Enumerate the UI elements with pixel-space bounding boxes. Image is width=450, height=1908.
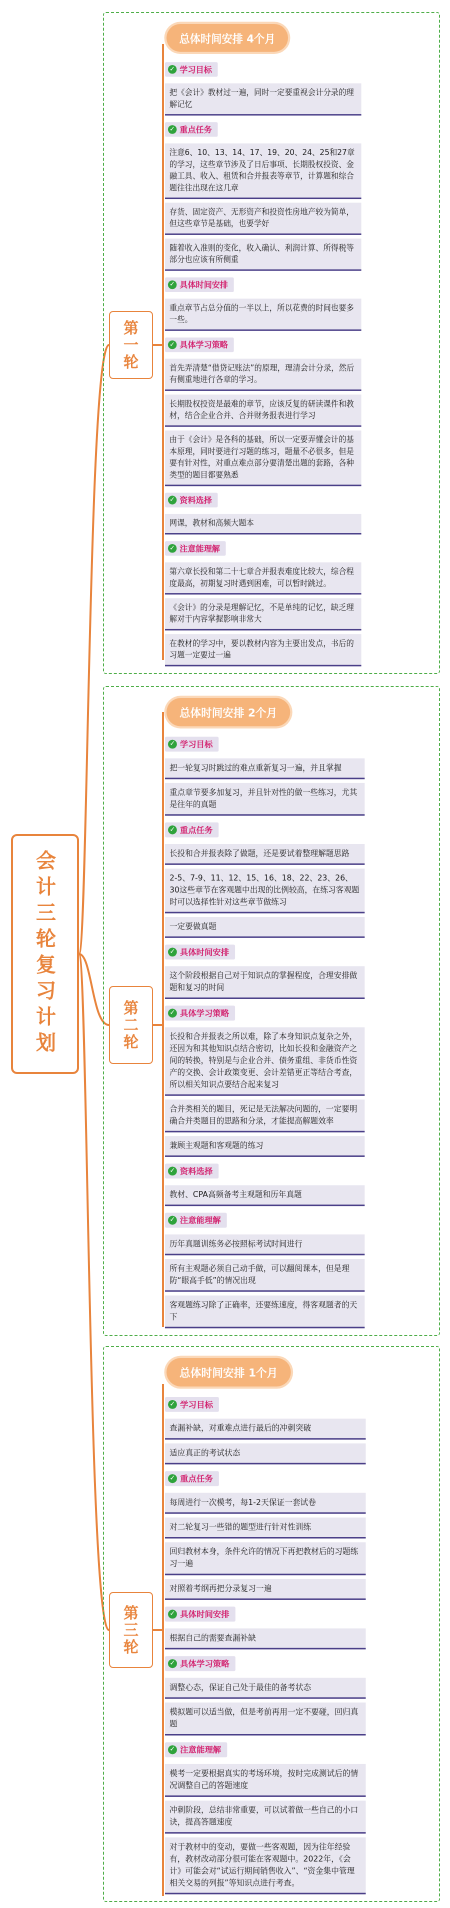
round-1-label: 第一轮 bbox=[121, 319, 140, 371]
check-circle-icon: ✓ bbox=[169, 544, 176, 552]
category-tag bbox=[165, 277, 234, 292]
category-tag bbox=[165, 1656, 235, 1671]
note-item: 在教材的学习中，要以教材内容为主要出发点，书后的习题一定要过一遍 bbox=[165, 634, 361, 666]
note-item: 首先弄清楚“借贷记账法”的原理，理清会计分录，然后有侧重地进行各章的学习。 bbox=[165, 359, 361, 391]
time-header: 总体时间安排 4个月 bbox=[166, 24, 288, 52]
category-tag-label: 学习目标 bbox=[179, 1399, 213, 1410]
note-item: 回归教材本身，条件允许的情况下再把教材后的习题练习一遍 bbox=[165, 1542, 366, 1575]
note-item: 长期股权投资是最难的章节，应该反复的研读课件和教材，结合企业合并、合并财务报表进行学习 bbox=[165, 395, 361, 427]
note-item: 由于《会计》是各科的基础，所以一定要弄懂会计的基本原理，同时要进行习题的练习，题量不必很多，但是要有针对性，对重点难点部分要清楚出题的套路，各种类型的题目都要熟悉 bbox=[165, 430, 361, 486]
note-item: 教材、CPA高频备考主观题和历年真题 bbox=[165, 1185, 365, 1206]
check-circle-icon: ✓ bbox=[169, 1745, 176, 1754]
category-tag bbox=[165, 1213, 227, 1228]
note-item: 注意6、10、13、14、17、19、20、24、25和27章的学习，这些章节涉及了日后事项、长期股权投资、金融工具、收入、租赁和合并报表等章节，计算题和综合题往往出现在这几章 bbox=[165, 143, 361, 199]
category-tag-label: 注意能理解 bbox=[179, 544, 220, 554]
note-item: 这个阶段根据自己对于知识点的掌握程度，合理安排做题和复习的时间 bbox=[165, 966, 365, 999]
category-tag-label: 重点任务 bbox=[179, 1474, 213, 1484]
check-circle-icon: ✓ bbox=[169, 1009, 176, 1017]
category-tag-label: 具体学习策略 bbox=[179, 340, 228, 350]
round-2-items bbox=[165, 698, 365, 1332]
note-item: 存货、固定资产、无形资产和投资性房地产较为简单，但这些章节是基础，也要学好 bbox=[165, 203, 361, 235]
check-circle-icon: ✓ bbox=[169, 280, 176, 289]
root-title: 会计三轮复习计划 bbox=[32, 850, 57, 1058]
note-item: 所有主观题必须自己动手做，可以翻阅课本，但是理防“眼高手低”的情况出现 bbox=[165, 1259, 365, 1292]
note-item: 第六章长投和第二十七章合并报表难度比较大，综合程度最高，初期复习时遇到困难，可以暂时跳过。 bbox=[165, 562, 361, 594]
category-tag bbox=[165, 945, 235, 960]
check-circle-icon: ✓ bbox=[169, 340, 176, 349]
note-item: 查漏补缺，对重难点进行最后的冲刺突破 bbox=[165, 1419, 366, 1440]
note-item: 对于教材中的变动，要做一些客观题，因为往年经验有，教材改动部分很可能在客观题中。2022年，《会计》可能会对“试运行期间销售收入”、“资金集中管理相关交易的列报”等知识点进行考查。 bbox=[165, 1837, 366, 1894]
category-tag bbox=[165, 337, 234, 352]
note-item: 重点章节占总分值的一半以上，所以花费的时间也要多一些。 bbox=[165, 299, 361, 331]
category-tag-label: 具体学习策略 bbox=[179, 1008, 230, 1019]
note-item: 兼顾主观题和客观题的练习 bbox=[165, 1136, 365, 1157]
note-item: 把一轮复习时跳过的难点重新复习一遍，并且掌握 bbox=[165, 758, 365, 779]
note-item: 客观题练习除了正确率，还要练速度，得客观题者的天下 bbox=[165, 1295, 365, 1328]
note-item: 根据自己的需要查漏补缺 bbox=[165, 1628, 366, 1649]
category-tag-label: 具体时间安排 bbox=[179, 280, 228, 290]
note-item: 长投和合并报表除了做题，还是要试着整理解题思路 bbox=[165, 844, 365, 865]
note-item: 冲刺阶段，总结非常重要，可以试着做一些自己的小口诀，提高答题速度 bbox=[165, 1801, 366, 1834]
category-tag bbox=[165, 541, 226, 556]
category-tag-label: 注意能理解 bbox=[179, 1215, 221, 1226]
category-tag-label: 学习目标 bbox=[179, 65, 212, 75]
check-circle-icon: ✓ bbox=[169, 1474, 176, 1482]
category-tag bbox=[165, 737, 219, 752]
category-tag bbox=[165, 1164, 219, 1179]
category-tag bbox=[165, 1742, 227, 1757]
time-header: 总体时间安排 1个月 bbox=[166, 1358, 290, 1386]
category-tag bbox=[165, 1006, 235, 1021]
note-item: 对照着考纲再把分录复习一遍 bbox=[165, 1579, 366, 1600]
round-1-items bbox=[165, 24, 361, 670]
note-item: 网课，教材和高频大题本 bbox=[165, 514, 361, 535]
note-item: 长投和合并报表之所以难，除了本身知识点复杂之外，还因为和其他知识点结合密切，比如长投和金融资产之间的转换，特别是与企业合并、债务重组、非货币性资产的交换、会计政策变更、会计差错更正等结合考查，所以相关知识点要结合起来复习 bbox=[165, 1027, 365, 1096]
category-tag bbox=[165, 122, 218, 137]
note-item: 重点章节要多加复习，并且针对性的做一些练习，尤其是往年的真题 bbox=[165, 783, 365, 816]
category-tag-label: 具体时间安排 bbox=[179, 1609, 230, 1620]
category-tag-label: 资料选择 bbox=[179, 1166, 213, 1177]
check-circle-icon: ✓ bbox=[169, 825, 176, 834]
category-tag-label: 重点任务 bbox=[179, 825, 213, 836]
note-item: 模拟题可以适当做，但是考前再用一定不要碰，回归真题 bbox=[165, 1703, 366, 1736]
check-circle-icon: ✓ bbox=[169, 125, 176, 133]
category-tag-label: 资料选择 bbox=[179, 495, 212, 506]
round-3-items bbox=[165, 1358, 366, 1898]
note-item: 每周进行一次模考，每1-2天保证一套试卷 bbox=[165, 1493, 366, 1514]
note-item: 合并类相关的题目，死记是无法解决问题的，一定要明确合并类题目的思路和分录，才能提高解题效率 bbox=[165, 1100, 365, 1133]
round-2-label: 第二轮 bbox=[121, 999, 140, 1051]
category-tag bbox=[165, 62, 218, 77]
category-tag bbox=[165, 493, 218, 508]
note-item: 《会计》的分录是理解记忆，不是单纯的记忆，缺乏理解对于内容掌握影响非常大 bbox=[165, 598, 361, 630]
note-item: 适应真正的考试状态 bbox=[165, 1443, 366, 1464]
category-tag bbox=[165, 1607, 235, 1622]
check-circle-icon: ✓ bbox=[169, 740, 176, 748]
round-1-node bbox=[109, 311, 153, 379]
check-circle-icon: ✓ bbox=[169, 1166, 176, 1175]
root-node bbox=[11, 834, 79, 1074]
category-tag bbox=[165, 1397, 219, 1412]
note-item: 模考一定要根据真实的考场环境，按时完成测试后的情况调整自己的答题速度 bbox=[165, 1764, 366, 1797]
check-circle-icon: ✓ bbox=[169, 496, 176, 504]
category-tag bbox=[165, 822, 219, 837]
note-item: 2-5、7-9、11、12、15、16、18、22、23、26、30这些章节在客观题中出现的比例较高，在练习客观题时可以选择性针对这些章节做练习 bbox=[165, 869, 365, 914]
check-circle-icon: ✓ bbox=[169, 1610, 176, 1618]
category-tag-label: 注意能理解 bbox=[179, 1745, 222, 1755]
round-3-node bbox=[109, 1592, 153, 1668]
check-circle-icon: ✓ bbox=[169, 947, 176, 956]
round-2-node bbox=[109, 986, 153, 1064]
category-tag bbox=[165, 1471, 219, 1486]
note-item: 把《会计》教材过一遍，同时一定要重视会计分录的理解记忆 bbox=[165, 83, 361, 115]
check-circle-icon: ✓ bbox=[169, 1216, 176, 1224]
note-item: 历年真题训练务必按照标考试时间进行 bbox=[165, 1234, 365, 1255]
check-circle-icon: ✓ bbox=[169, 65, 176, 73]
note-item: 随着收入准则的变化，收入确认、利润计算、所得税等部分也应该有所侧重 bbox=[165, 239, 361, 271]
time-header: 总体时间安排 2个月 bbox=[166, 698, 290, 726]
category-tag-label: 学习目标 bbox=[179, 739, 213, 750]
round-3-label: 第三轮 bbox=[121, 1604, 140, 1656]
check-circle-icon: ✓ bbox=[169, 1400, 176, 1408]
category-tag-label: 具体学习策略 bbox=[179, 1659, 230, 1669]
note-item: 调整心态，保证自己处于最佳的备考状态 bbox=[165, 1678, 366, 1699]
category-tag-label: 具体时间安排 bbox=[179, 947, 230, 958]
note-item: 一定要做真题 bbox=[165, 917, 365, 938]
note-item: 对二轮复习一些错的题型进行针对性训练 bbox=[165, 1518, 366, 1539]
category-tag-label: 重点任务 bbox=[179, 125, 212, 135]
check-circle-icon: ✓ bbox=[169, 1659, 176, 1667]
